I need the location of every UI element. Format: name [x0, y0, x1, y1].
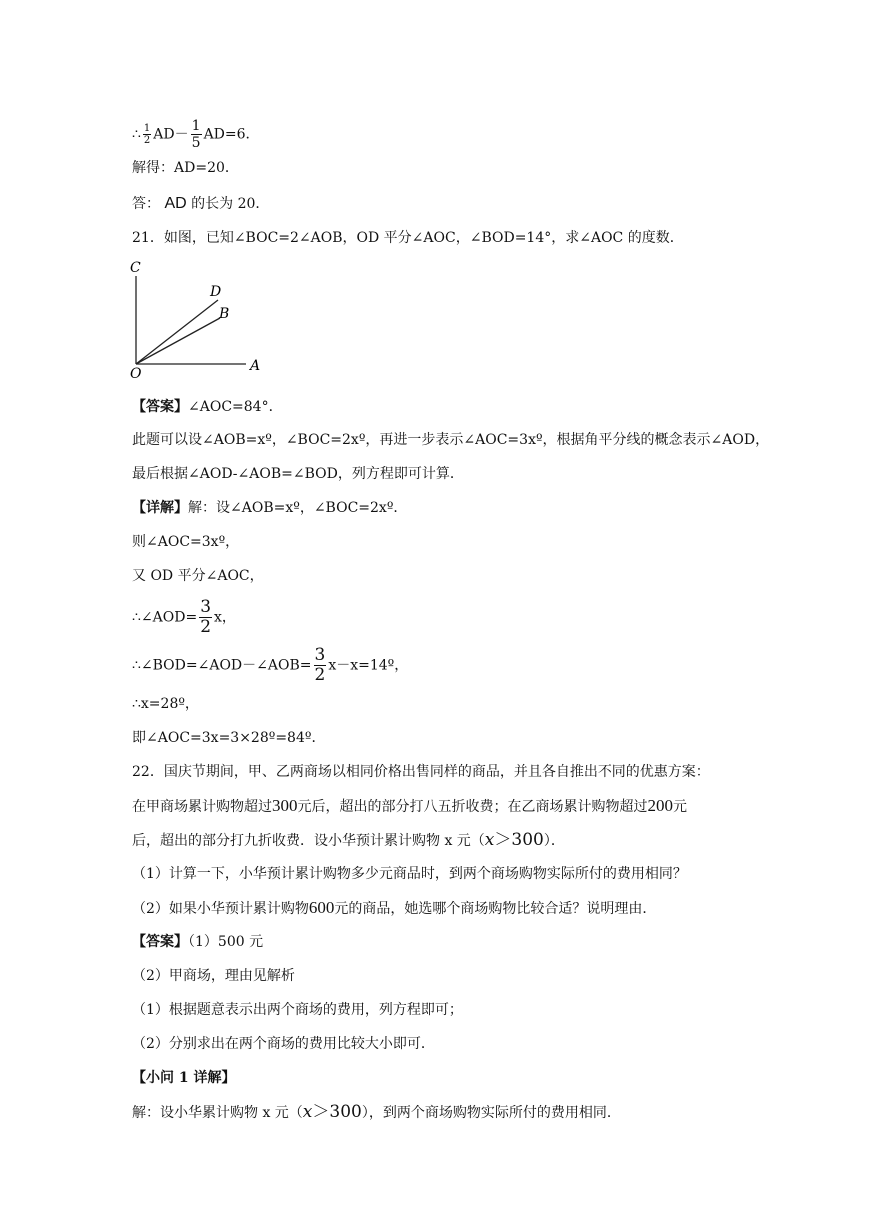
- analysis-22-line-2: （2）分别求出在两个商场的费用比较大小即可．: [132, 1036, 435, 1052]
- analysis-21-line-2: 最后根据∠AOD-∠AOB=∠BOD，列方程即可计算．: [132, 466, 464, 482]
- ray-od: [136, 300, 218, 364]
- step-1: 则∠AOC=3xº，: [132, 534, 240, 550]
- step-4: ∴∠BOD=∠AOD－∠AOB= $\frac{3}{2}$ x－x=14º，: [132, 645, 409, 685]
- question-22-part-2: （2）如果小华预计累计购物600元的商品，她选哪个商场购物比较合适？说明理由．: [132, 898, 657, 917]
- step-5: ∴x=28º，: [132, 696, 199, 712]
- sub-question-1-heading: 【小问 1 详解】: [132, 1070, 236, 1086]
- question-22-part-1: （1）计算一下，小华预计累计购物多少元商品时，到两个商场购物实际所付的费用相同？: [132, 866, 687, 882]
- label-a: A: [250, 358, 261, 374]
- answer-line: 答： AD 的长为 20．: [132, 195, 270, 212]
- question-21: 21．如图，已知∠BOC=2∠AOB，OD 平分∠AOC，∠BOD=14°，求∠AOC 的度数．: [132, 230, 684, 246]
- question-22-line-2: 在甲商场累计购物超过300元后，超出的部分打八五折收费；在乙商场累计购物超过200元: [132, 796, 687, 815]
- analysis-21-line-1: 此题可以设∠AOB=xº，∠BOC=2xº，再进一步表示∠AOC=3xº，根据角平分线的概念表示∠AOD，: [132, 432, 770, 448]
- last-line: 解：设小华累计购物 x 元（x＞300），到两个商场购物实际所付的费用相同．: [132, 1102, 621, 1122]
- step-6: 即∠AOC=3x=3×28º=84º．: [132, 730, 326, 746]
- step-3: ∴∠AOD= $\frac{3}{2}$ x，: [132, 597, 236, 637]
- fraction-three-halves: $\frac{3}{2}$: [200, 597, 212, 637]
- label-c: C: [130, 260, 141, 276]
- fraction-three-halves-2: $\frac{3}{2}$: [314, 645, 326, 685]
- angle-figure: [128, 258, 268, 382]
- answer-22-line-2: （2）甲商场，理由见解析: [132, 968, 295, 984]
- label-d: D: [210, 284, 222, 300]
- answer-21: 【答案】∠AOC=84°．: [132, 399, 283, 415]
- analysis-22-line-1: （1）根据题意表示出两个商场的费用，列方程即可；: [132, 1002, 463, 1018]
- ray-ob: [136, 318, 220, 364]
- label-o: O: [130, 366, 142, 382]
- solve-line: 解得：AD=20．: [132, 160, 239, 176]
- question-22-line-1: 22．国庆节期间，甲、乙两商场以相同价格出售同样的商品，并且各自推出不同的优惠方案：: [132, 764, 710, 780]
- label-b: B: [219, 306, 230, 322]
- fraction-half: $\frac{1}{2}$: [143, 123, 151, 146]
- fraction-fifth: $\frac{1}{5}$: [191, 118, 201, 151]
- step-2: 又 OD 平分∠AOC，: [132, 568, 264, 584]
- detail-21: 【详解】解：设∠AOB=xº，∠BOC=2xº．: [132, 500, 408, 516]
- answer-22-line-1: 【答案】（1）500 元: [132, 934, 264, 950]
- equation-line-1: ∴ $\frac{1}{2}$ AD－ $\frac{1}{5}$ AD=6．: [132, 118, 260, 151]
- question-22-line-3: 后，超出的部分打九折收费．设小华预计累计购物 x 元（x＞300）．: [132, 830, 565, 850]
